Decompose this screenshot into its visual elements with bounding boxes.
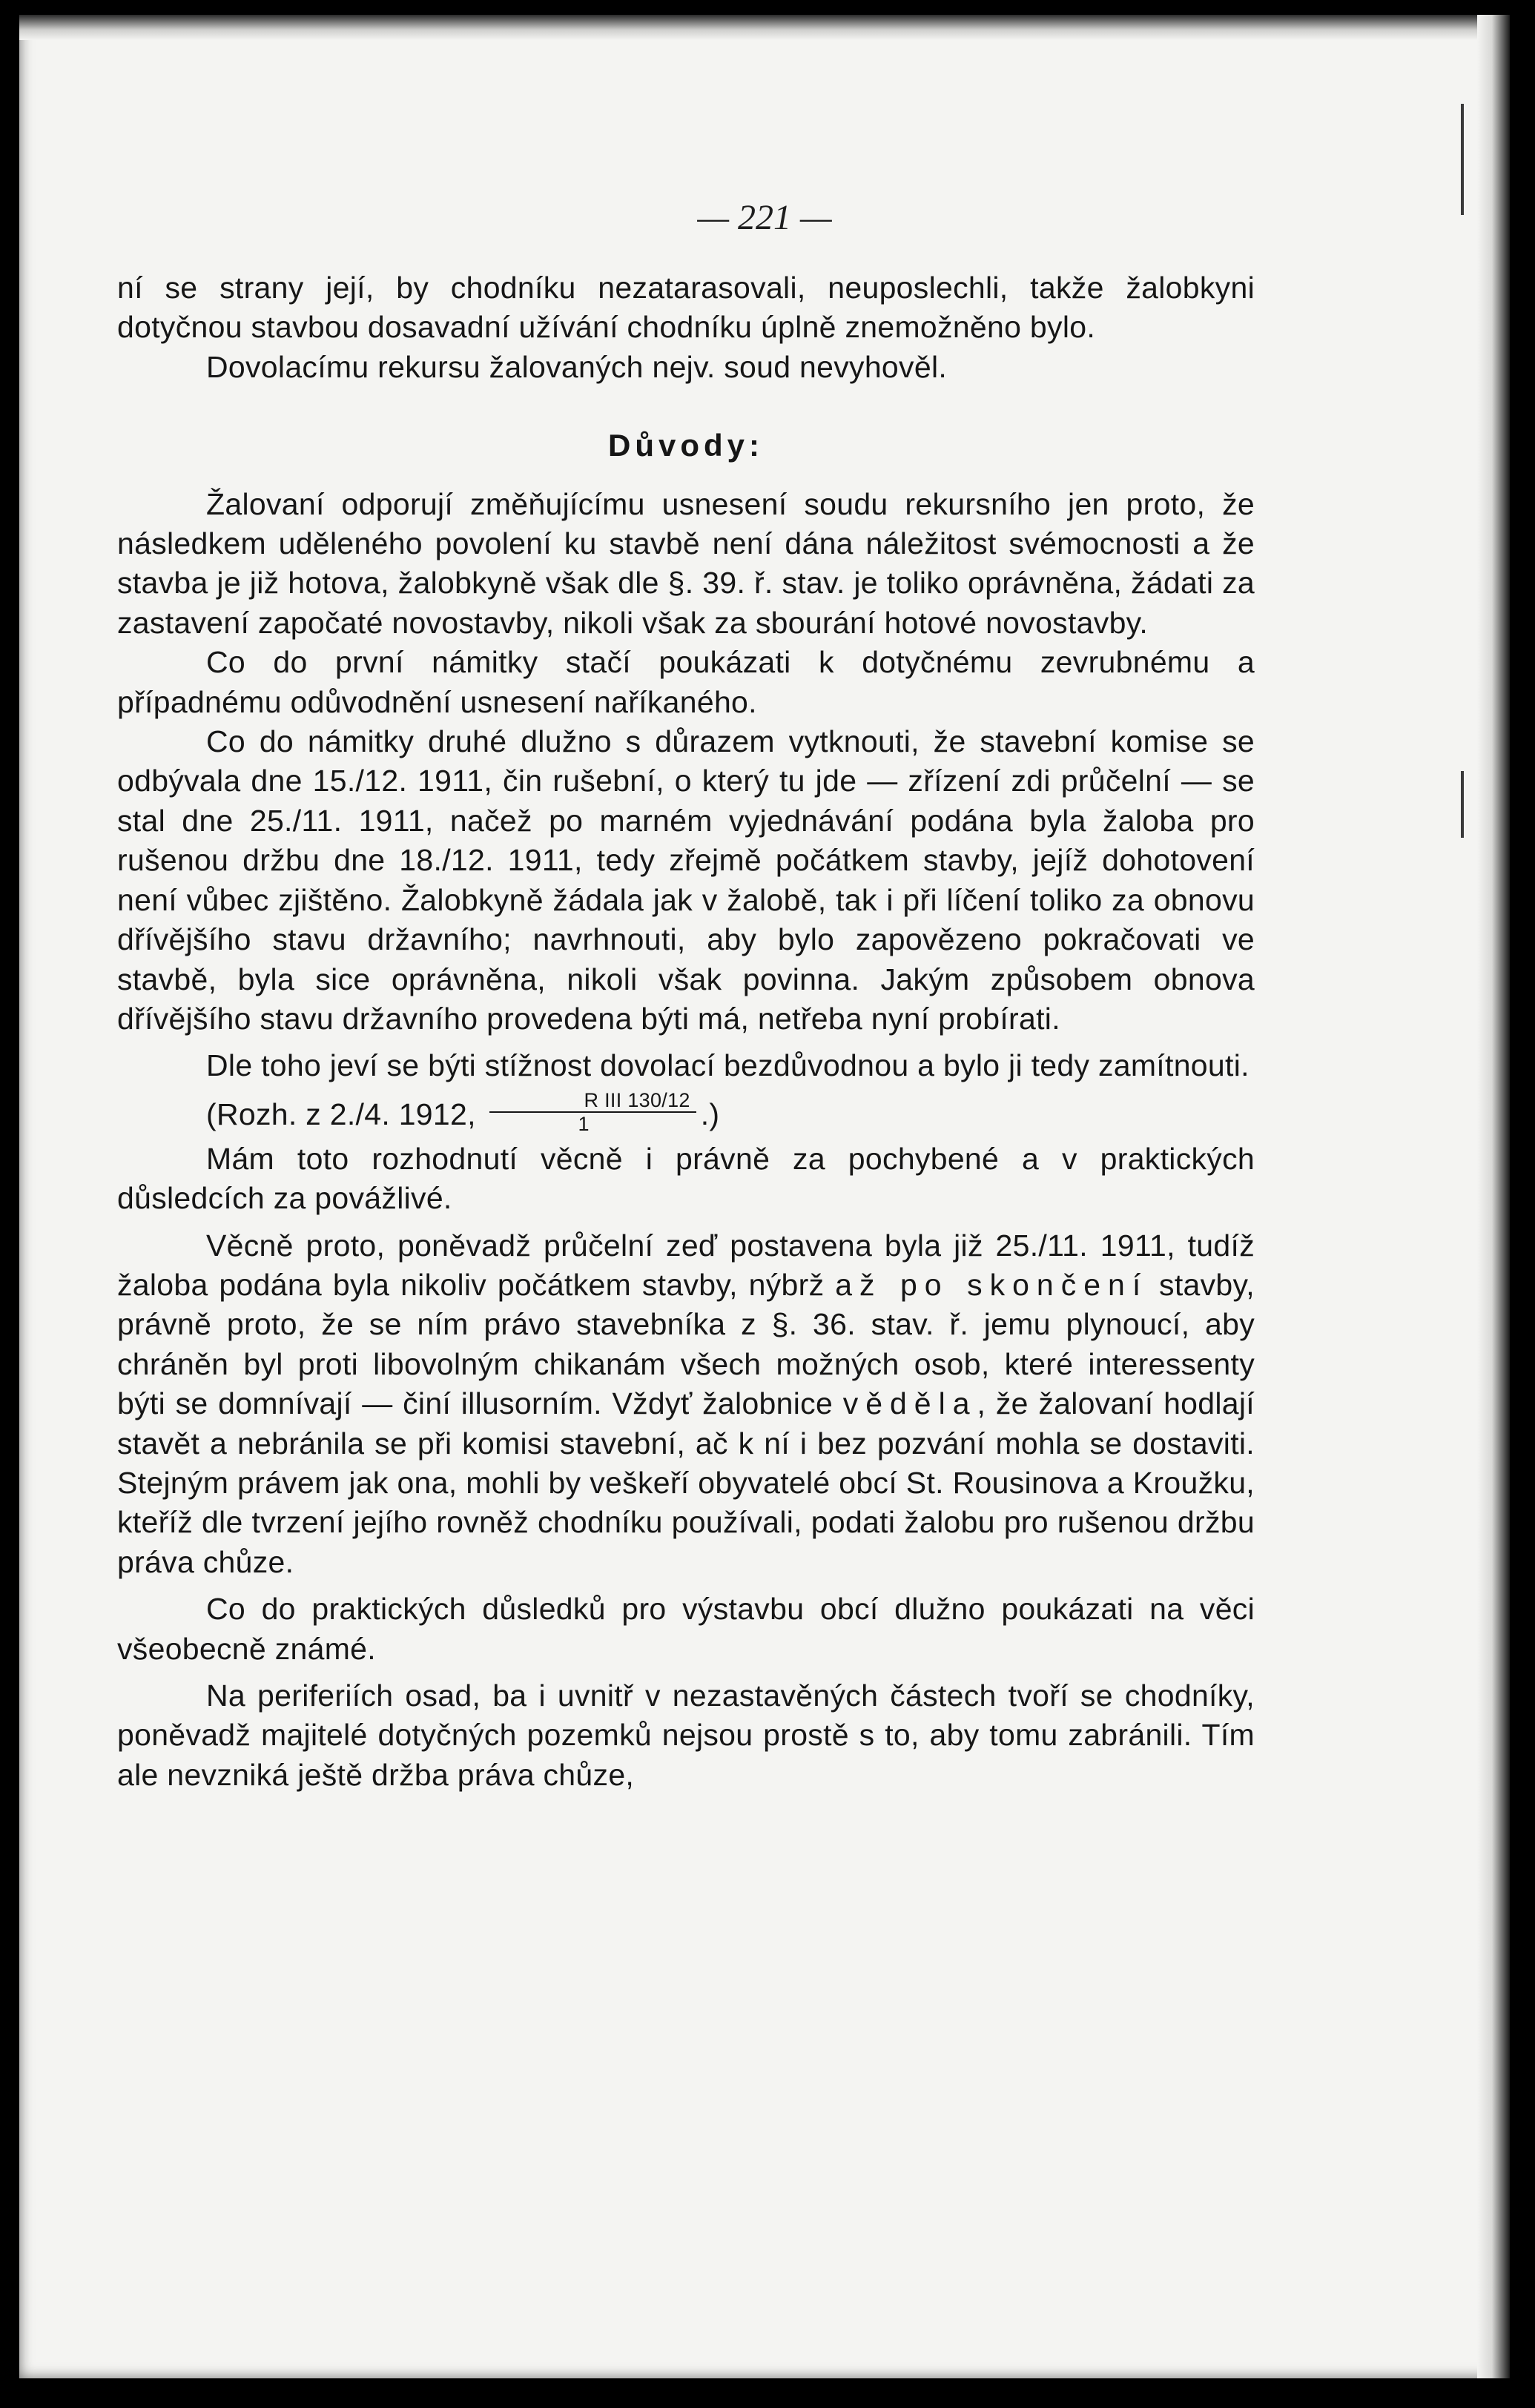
paragraph: Žalovaní odporují změňujícímu usnesení soudu rekursního jen proto, že následkem uděleného povolení ku stavbě není dána náležitost svémocnosti a že stavba je již hotova, žalobkyně však dle §. 39. ř. stav. je toliko oprávněna, žádati za zastavení započaté novostavby, nikoli však za sbourání hotové novostavby. bbox=[117, 486, 1255, 640]
scanned-page bbox=[19, 15, 1510, 2378]
fraction-numerator: R III 130/12 bbox=[489, 1089, 696, 1113]
paragraph: Co do první námitky stačí poukázati k dotyčnému zevrubnému a případnému odůvodnění usnesení naříkaného. bbox=[117, 645, 1255, 719]
paragraph: Na periferiích osad, ba i uvnitř v nezastavěných částech tvoří se chodníky, poněvadž majitelé dotyčných pozemků nejsou prostě s to, aby tomu zabránili. Tím ale nevzniká ještě držba práva chůze, bbox=[117, 1678, 1255, 1792]
page-number: — 221 — bbox=[697, 198, 832, 237]
citation-fraction bbox=[489, 1089, 696, 1135]
paragraph: ní se strany její, by chodníku nezatarasovali, neuposlechli, takže žalobkyni dotyčnou stavbou dosavadní užívání chodníku úplně znemožněno bylo. bbox=[117, 271, 1255, 345]
emphasis-spaced: věděla bbox=[842, 1386, 977, 1421]
section-heading: Důvody: bbox=[608, 428, 764, 463]
paragraph: Co do námitky druhé dlužno s důrazem vytknouti, že stavební komise se odbývala dne 15./12. 1911, čin rušební, o který tu jde — zřízení zdi průčelní — se stal dne 25./11. 1911, načež po marném vyjednávání podána byla žaloba pro rušenou držbu dne 18./12. 1911, tedy zřejmě počátkem stavby, jejíž dohotovení není vůbec zjištěno. Žalobkyně žádala jak v žalobě, tak i při líčení toliko za obnovu dřívějšího stavu državního; navrhnouti, aby bylo zapovězeno pokračovati ve stavbě, byla sice oprávněna, nikoli však povinna. Jakým způsobem obnova dřívějšího stavu državního provedena býti má, netřeba nyní probírati. bbox=[117, 724, 1255, 1036]
page-right-edge-shadow bbox=[1477, 15, 1510, 2378]
citation-text: (Rozh. z 2./4. 1912, bbox=[206, 1096, 476, 1131]
paragraph bbox=[117, 1226, 1255, 1583]
paragraph-text: stavby, právně proto, že se ním právo stavebníka z §. 36. stav. ř. jemu plynoucí, aby chráněn byl proti libovolným chikanám všech možných osob, které interessenty býti se domnívají — činí illusorním. Vždyť žalobnice bbox=[117, 1267, 1255, 1421]
citation-close: .) bbox=[700, 1096, 720, 1131]
paragraph: Co do praktických důsledků pro výstavbu obcí dlužno poukázati na věci všeobecně známé. bbox=[117, 1592, 1255, 1666]
scan-edge-mark bbox=[1461, 771, 1464, 838]
fraction-denominator: 1 bbox=[578, 1112, 590, 1135]
paragraph-text: , že žalovaní hodlají stavět a nebránila se při komisi stavební, ač k ní i bez pozvání mohla se dostaviti. Stejným právem jak ona, mohli by veškeří obyvatelé obcí St. Rousinova a Kroužku, kteříž dle tvrzení jejího rovněž chodníku používali, podati žalobu pro rušenou držbu práva chůze. bbox=[117, 1386, 1255, 1579]
body-text bbox=[117, 268, 1255, 1795]
page-top-edge-shadow bbox=[19, 15, 1510, 40]
paragraph: Mám toto rozhodnutí věcně i právně za pochybené a v praktických důsledcích za povážlivé. bbox=[117, 1141, 1255, 1216]
citation bbox=[117, 1088, 1255, 1140]
paragraph-text: Věcně proto, poněvadž průčelní zeď postavena byla již 25./11. 1911, tudíž žaloba podána byla nikoliv počátkem stavby, nýbrž bbox=[117, 1228, 1255, 1302]
emphasis-spaced: až po skončení bbox=[835, 1267, 1149, 1302]
paragraph: Dovolacímu rekursu žalovaných nejv. soud nevyhověl. bbox=[206, 349, 948, 384]
paragraph: Dle toho jeví se býti stížnost dovolací bezdůvodnou a bylo ji tedy zamítnouti. bbox=[206, 1048, 1250, 1083]
